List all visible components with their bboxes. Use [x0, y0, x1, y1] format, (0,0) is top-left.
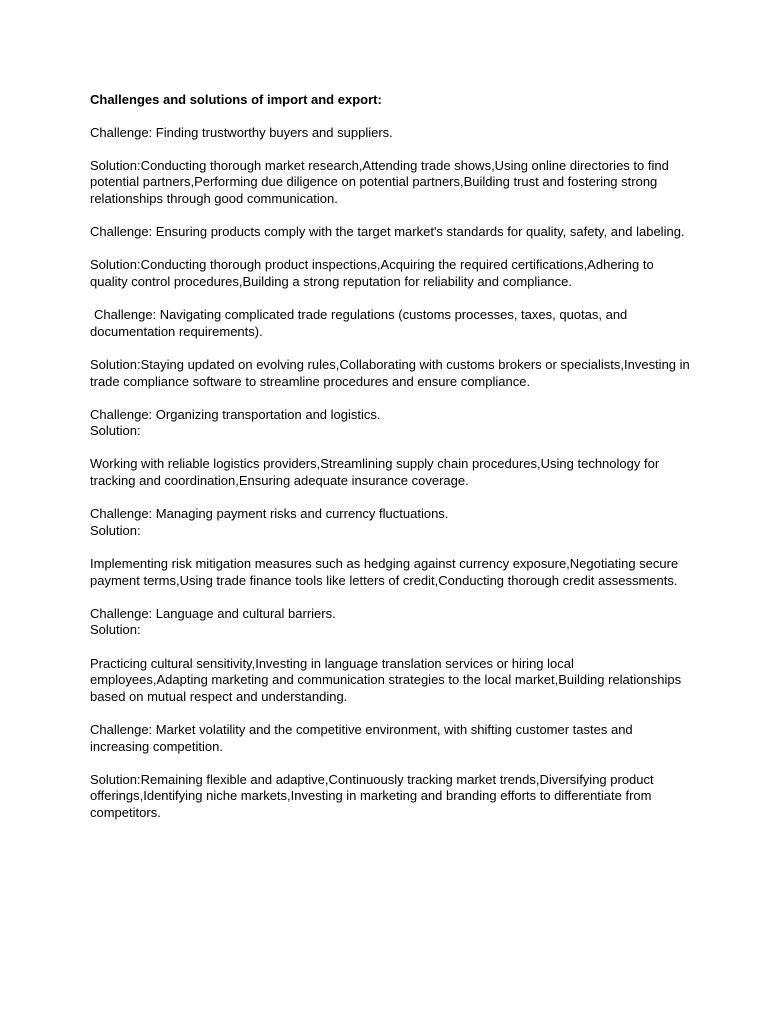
solution-paragraph: Solution:Staying updated on evolving rules,Collaborating with customs brokers or specialists,Investing in trade compliance software to streamline procedures and ensure compliance. — [90, 356, 694, 389]
challenge-paragraph: Challenge: Language and cultural barriers. — [90, 605, 336, 621]
challenge-paragraph: Challenge: Organizing transportation and logistics. — [90, 406, 381, 422]
solution-paragraph: Practicing cultural sensitivity,Investing in language translation services or hiring local employees,Adapting marketing and communication strategies to the local market,Building relationships based on mutual respect and understanding. — [90, 655, 685, 704]
challenge-paragraph: Challenge: Finding trustworthy buyers and suppliers. — [90, 124, 393, 140]
document-page — [90, 92, 694, 838]
challenge-paragraph: Challenge: Navigating complicated trade regulations (customs processes, taxes, quotas, and documentation requirements). — [90, 307, 631, 339]
solution-paragraph: Implementing risk mitigation measures such as hedging against currency exposure,Negotiating secure payment terms,Using trade finance tools like letters of credit,Conducting thorough credit assessments. — [90, 556, 682, 588]
challenge-paragraph: Challenge: Managing payment risks and currency fluctuations. — [90, 506, 449, 522]
challenge-paragraph: Challenge: Ensuring products comply with the target market's standards for quality, safety, and labeling. — [90, 224, 685, 240]
solution-label: Solution: — [90, 522, 141, 538]
solution-paragraph: Solution:Remaining flexible and adaptive,Continuously tracking market trends,Diversifying product offerings,Identifying niche markets,Investing in marketing and branding efforts to differentiate from competitors. — [90, 771, 658, 820]
solution-label: Solution: — [90, 423, 141, 439]
solution-paragraph: Solution:Conducting thorough product inspections,Acquiring the required certifications,Adhering to quality control procedures,Building a strong reputation for reliability and compliance. — [90, 257, 658, 289]
solution-label: Solution: — [90, 622, 141, 638]
solution-paragraph: Working with reliable logistics providers,Streamlining supply chain procedures,Using technology for tracking and coordination,Ensuring adequate insurance coverage. — [90, 456, 663, 489]
document-title: Challenges and solutions of import and export: — [90, 92, 382, 107]
solution-paragraph: Solution:Conducting thorough market research,Attending trade shows,Using online directories to find potential partners,Performing due diligence on potential partners,Building trust and fostering strong relationships through good communication. — [90, 157, 673, 206]
challenge-paragraph: Challenge: Market volatility and the competitive environment, with shifting customer tastes and increasing competition. — [90, 721, 637, 754]
